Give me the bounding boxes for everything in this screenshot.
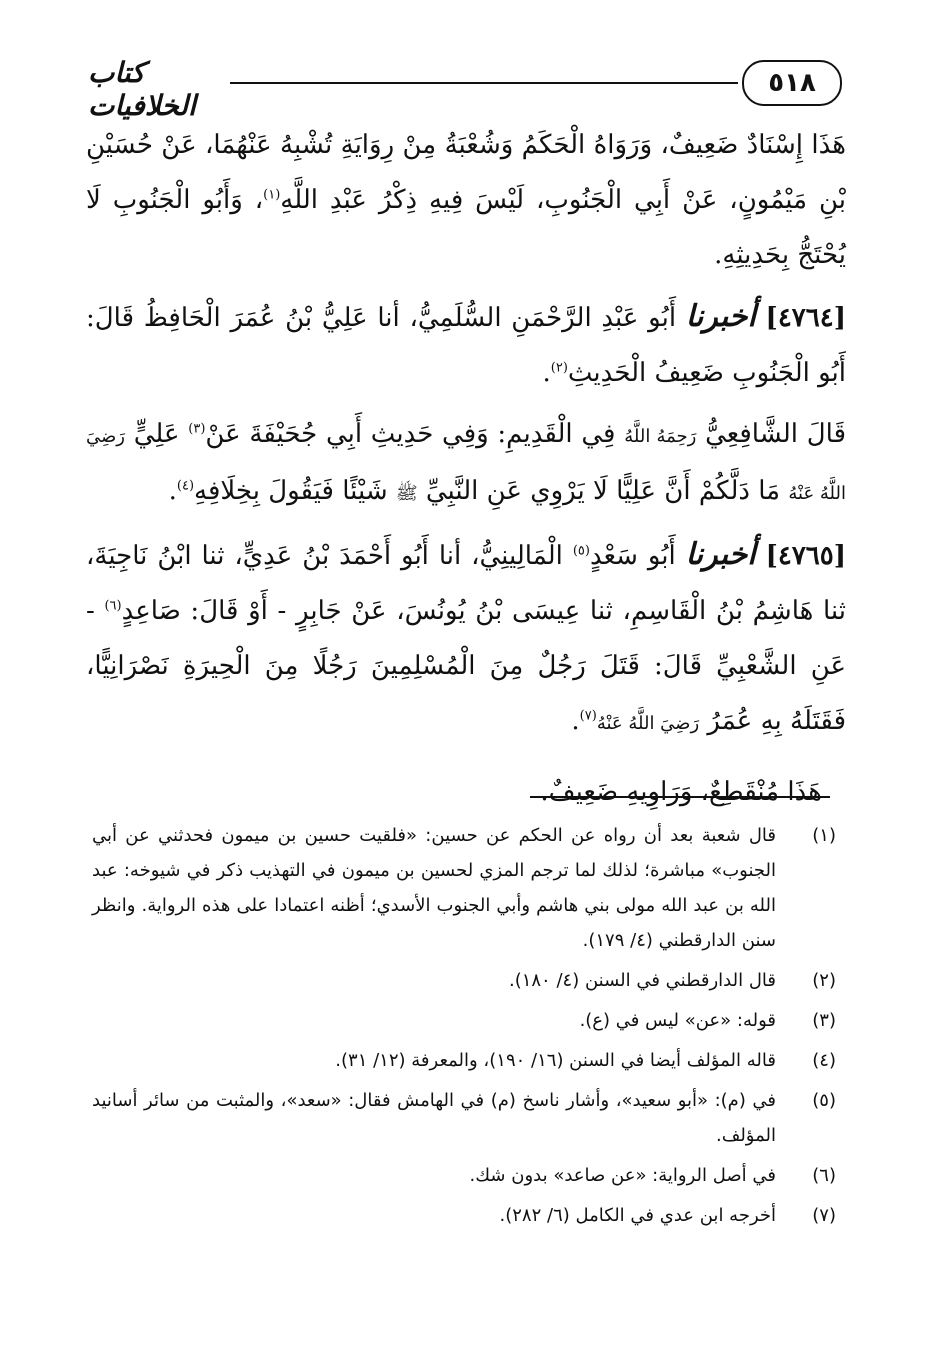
header-rule [230, 82, 738, 84]
shafii-paragraph: قَالَ الشَّافِعِيُّ رَحِمَهُ اللَّهُ فِي الْقَدِيمِ: وَفِي حَدِيثِ أَبِي جُحَيْفَةَ عَنْ$^{(٣)}$ عَلِيٍّ رَضِيَ اللَّهُ عَنْهُ مَا دَلَّكُمْ أَنَّ عَلِيًّا لَا يَرْوِي عَنِ النَّبِيِّ ﷺ شَيْئًا فَيَقُولَ بِخِلَافِهِ$^{(٤)}$. [86, 419, 846, 506]
footnote-ref[interactable]: (٤) [176, 478, 195, 494]
footnote-separator [530, 796, 830, 798]
footnote [92, 1198, 840, 1233]
footnote-text: في (م): «أبو سعيد»، وأشار ناسخ (م) في الهامش فقال: «سعد»، والمثبت من سائر أسانيد المؤلف. [92, 1090, 776, 1146]
akhbarana-label: أخبرنا [685, 299, 756, 334]
footnote [92, 1043, 840, 1078]
footnote-number: (٣) [812, 1010, 836, 1031]
footnote-number: (٦) [812, 1165, 836, 1186]
paragraph-isnad: هَذَا إِسْنَادٌ ضَعِيفٌ، وَرَوَاهُ الْحَكَمُ وَشُعْبَةُ مِنْ رِوَايَةِ تُشْبِهُ عَنْهُمَا، عَنْ حُسَيْنِ بْنِ مَيْمُونٍ، عَنْ أَبِي الْجَنُوبِ، لَيْسَ فِيهِ ذِكْرُ عَبْدِ اللَّهِ$^{(١)}$، وَأَبُو الْجَنُوبِ لَا يُحْتَجُّ بِحَدِيثِهِ. [86, 130, 846, 270]
footnote-ref[interactable]: (٢) [550, 360, 568, 376]
footnote-number: (٢) [812, 970, 836, 991]
footnote-ref[interactable]: (١) [263, 187, 281, 203]
footnote-text: قاله المؤلف أيضا في السنن (١٦/ ١٩٠)، والمعرفة (١٢/ ٣١). [335, 1050, 776, 1071]
footnote [92, 1003, 840, 1038]
footnotes [92, 818, 840, 1238]
akhbarana-label: أخبرنا [685, 537, 756, 572]
footnote [92, 1158, 840, 1193]
footnote-text: أخرجه ابن عدي في الكامل (٦/ ٢٨٢). [499, 1205, 776, 1226]
footnote-text: في أصل الرواية: «عن صاعد» بدون شك. [469, 1165, 776, 1186]
footnote-ref[interactable]: (٥) [572, 543, 590, 559]
book-title: كتاب الخلافيات [88, 56, 196, 122]
footnote [92, 1083, 840, 1153]
footnote-ref[interactable]: (٧) [579, 708, 597, 724]
honorific-glyph: ﷺ [395, 483, 418, 504]
honorific-glyph: رَضِيَ اللَّهُ عَنْهُ [596, 713, 700, 734]
footnote [92, 818, 840, 958]
footnote-ref[interactable]: (٣) [188, 421, 206, 437]
page-number: ٥١٨ [742, 60, 842, 106]
footnote-text: قال شعبة بعد أن رواه عن الحكم عن حسين: «فلقيت حسين بن ميمون فحدثني عن أبي الجنوب» مباشرة؛ لذلك لما ترجم المزي لحسين بن ميمون في التهذيب ذكر في شيوخه: عبد الله بن عبد الله مولى بني هاشم وأبي الجنوب الأسدي؛ أظنه اعتمادا على هذه الرواية. وانظر سنن الدارقطني (٤/ ١٧٩). [92, 825, 776, 951]
footnote-number: (١) [812, 825, 836, 846]
footnote-text: قال الدارقطني في السنن (٤/ ١٨٠). [508, 970, 776, 991]
hadith-number: [٤٧٦٥] [765, 541, 847, 571]
footnote-text: قوله: «عن» ليس في (ع). [579, 1010, 776, 1031]
footnote [92, 963, 840, 998]
main-text [86, 118, 846, 820]
footnote-number: (٧) [812, 1205, 836, 1226]
hadith-number: [٤٧٦٤] [765, 303, 847, 333]
closing-remark: هَذَا مُنْقَطِعٌ، وَرَاوِيهِ ضَعِيفٌ. [540, 777, 822, 807]
honorific-glyph: رَحِمَهُ اللَّهُ [624, 426, 697, 447]
hadith-4765: [٤٧٦٥] أخبرنا أَبُو سَعْدٍ$^{(٥)}$ الْمَالِينِيُّ، أنا أَبُو أَحْمَدَ بْنُ عَدِيٍّ، ثنا ابْنُ نَاجِيَةَ، ثنا هَاشِمُ بْنُ الْقَاسِمِ، ثنا عِيسَى بْنُ يُونُسَ، عَنْ جَابِرٍ - أَوْ قَالَ: صَاعِدٍ$^{(٦)}$ - عَنِ الشَّعْبِيِّ قَالَ: قَتَلَ رَجُلٌ مِنَ الْمُسْلِمِينَ رَجُلًا مِنَ الْحِيرَةِ نَصْرَانِيًّا، فَقَتَلَهُ بِهِ عُمَرُ رَضِيَ اللَّهُ عَنْهُ$^{(٧)}$. [86, 537, 847, 736]
footnote-number: (٤) [812, 1050, 836, 1071]
footnote-number: (٥) [812, 1090, 836, 1111]
hadith-4764: [٤٧٦٤] أخبرنا أَبُو عَبْدِ الرَّحْمَنِ السُّلَمِيُّ، أنا عَلِيُّ بْنُ عُمَرَ الْحَافِظُ قَالَ: أَبُو الْجَنُوبِ ضَعِيفُ الْحَدِيثِ$^{(٢)}$. [86, 299, 847, 388]
honorific-glyph: رَضِيَ اللَّهُ عَنْهُ [86, 426, 846, 504]
footnote-ref[interactable]: (٦) [104, 598, 122, 614]
page-header [88, 52, 842, 122]
